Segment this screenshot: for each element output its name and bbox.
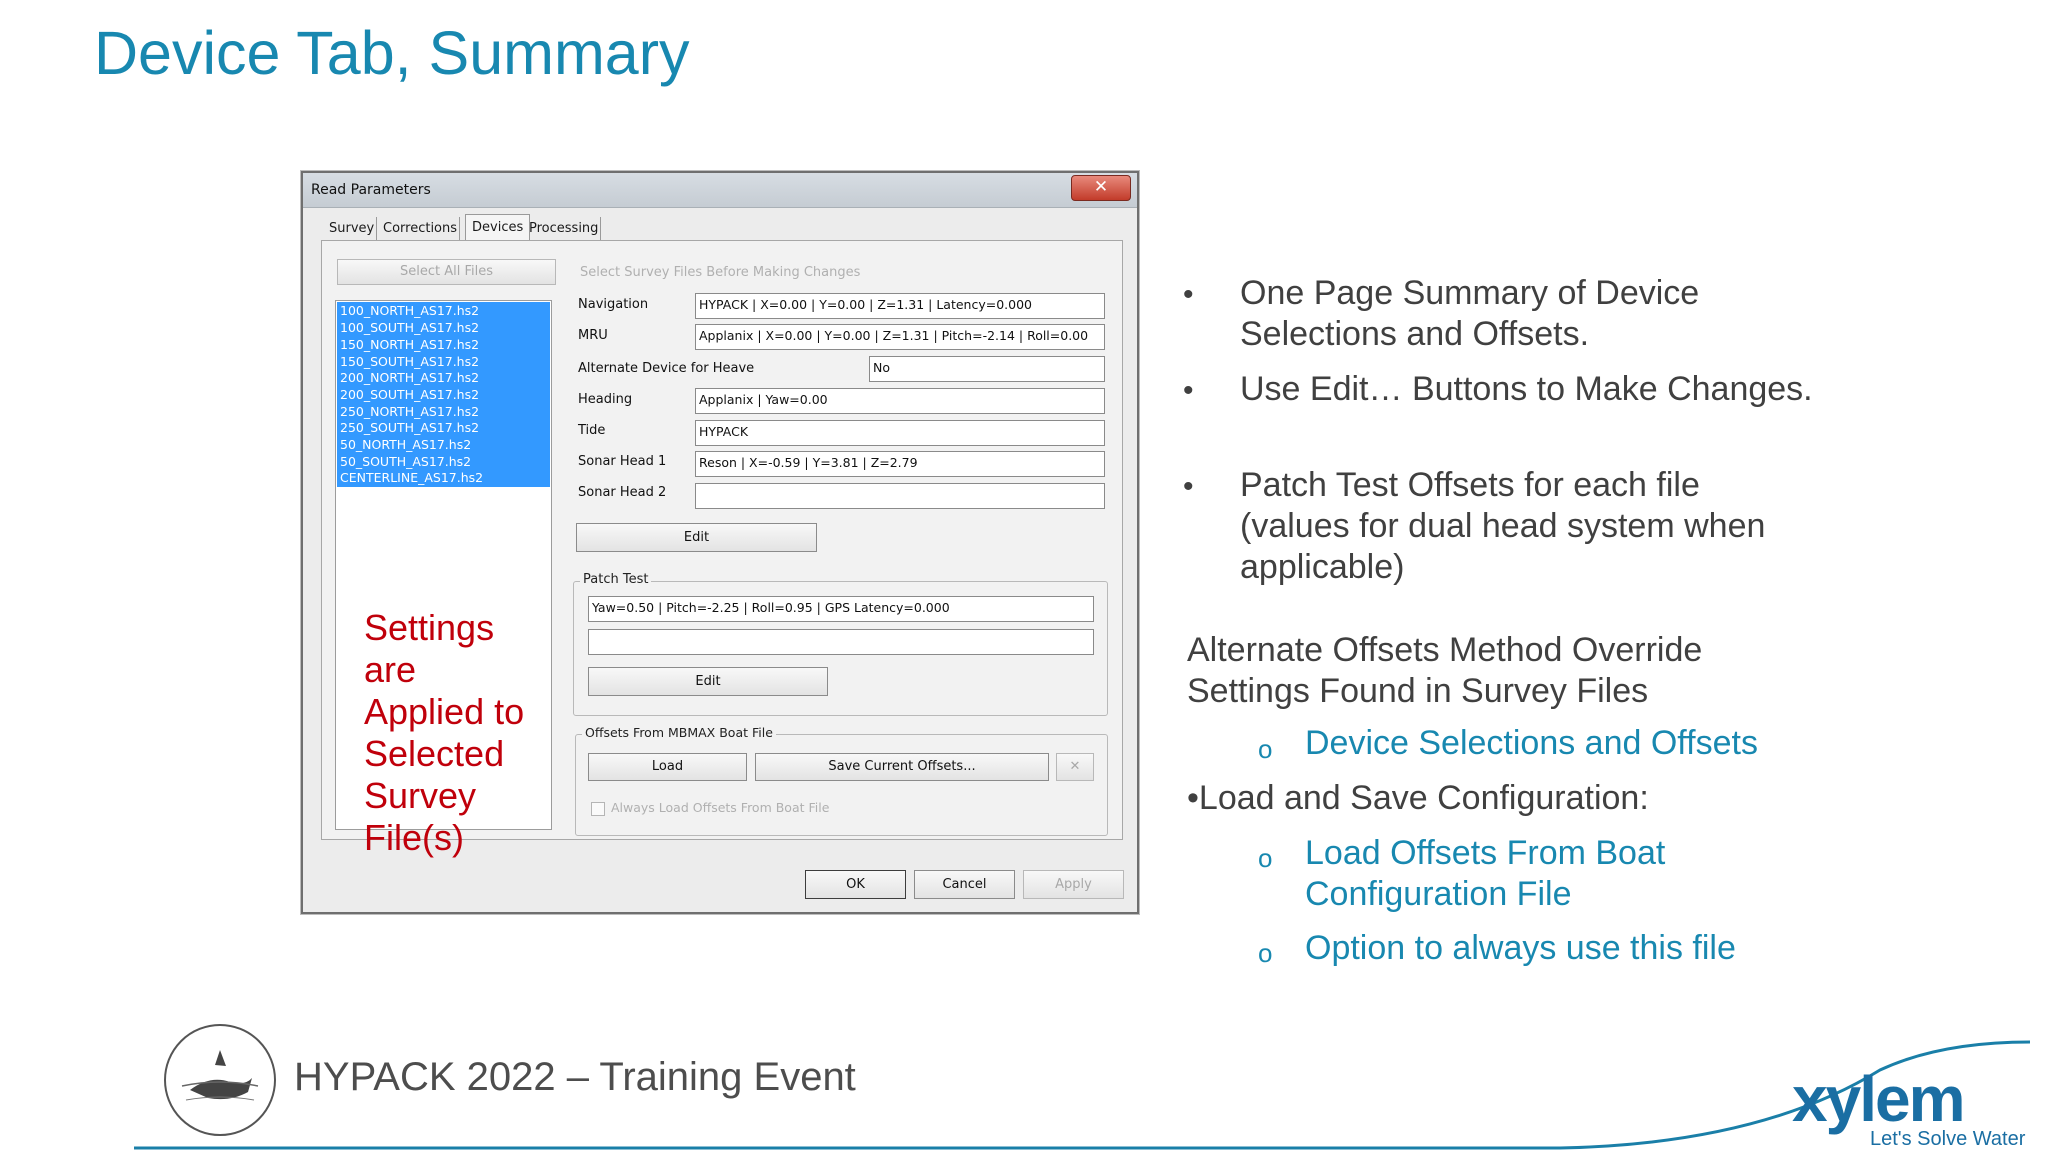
settings-note bbox=[364, 607, 524, 859]
bullet-dot: • bbox=[1183, 470, 1194, 503]
sonar-head-1-label: Sonar Head 1 bbox=[578, 454, 667, 469]
sub-bullet-circle: o bbox=[1258, 843, 1273, 873]
always-load-label: Always Load Offsets From Boat File bbox=[611, 800, 830, 815]
sub-bullet-2: Load Offsets From Boat Configuration File bbox=[1305, 834, 1666, 913]
tide-field[interactable]: HYPACK bbox=[695, 420, 1105, 446]
alt-offsets-heading: Alternate Offsets Method Override Settings Found in Survey Files bbox=[1187, 631, 1703, 710]
settings-note-line: Applied to bbox=[364, 691, 525, 732]
offsets-group bbox=[575, 725, 1108, 836]
load-save-heading: •Load and Save Configuration: bbox=[1187, 779, 1649, 817]
bullet-text-1: One Page Summary of Device Selections and Offsets. bbox=[1240, 274, 1700, 353]
load-offsets-button[interactable]: Load bbox=[588, 753, 747, 781]
sub-bullet-circle: o bbox=[1258, 734, 1273, 764]
alt-heave-field[interactable]: No bbox=[869, 356, 1105, 382]
patch-test-line-1[interactable]: Yaw=0.50 | Pitch=-2.25 | Roll=0.95 | GPS Latency=0.000 bbox=[588, 596, 1094, 622]
clear-offsets-button[interactable]: ✕ bbox=[1056, 753, 1094, 781]
footer-swoosh bbox=[0, 1030, 2048, 1152]
patch-test-edit-button[interactable]: Edit bbox=[588, 667, 828, 696]
heading-label: Heading bbox=[578, 392, 633, 407]
navigation-field[interactable]: HYPACK | X=0.00 | Y=0.00 | Z=1.31 | Latency=0.000 bbox=[695, 293, 1105, 319]
footer-event-title: HYPACK 2022 – Training Event bbox=[294, 1055, 856, 1099]
alt-heave-label: Alternate Device for Heave bbox=[578, 361, 755, 376]
dialog-title: Read Parameters bbox=[311, 182, 431, 198]
list-item[interactable]: CENTERLINE_AS17.hs2 bbox=[340, 470, 484, 485]
sonar-head-2-field[interactable] bbox=[695, 483, 1105, 509]
dialog-titlebar[interactable] bbox=[303, 173, 1137, 208]
navigation-label: Navigation bbox=[578, 297, 649, 312]
bullet-text-3: Patch Test Offsets for each file (values for dual head system when applicable) bbox=[1240, 466, 1766, 586]
list-item[interactable]: 200_NORTH_AS17.hs2 bbox=[340, 370, 480, 385]
tab-survey[interactable]: Survey bbox=[327, 217, 377, 240]
heading-field[interactable]: Applanix | Yaw=0.00 bbox=[695, 388, 1105, 414]
tab-processing[interactable]: Processing bbox=[527, 217, 601, 240]
offsets-group-label: Offsets From MBMAX Boat File bbox=[582, 725, 776, 740]
tab-devices[interactable]: Devices bbox=[465, 214, 530, 241]
mru-field[interactable]: Applanix | X=0.00 | Y=0.00 | Z=1.31 | Pitch=-2.14 | Roll=0.00 bbox=[695, 324, 1105, 350]
list-item[interactable]: 250_SOUTH_AS17.hs2 bbox=[340, 420, 480, 435]
settings-note-line: Selected bbox=[364, 733, 505, 774]
bullet-dot: • bbox=[1183, 374, 1194, 407]
tab-corrections[interactable]: Corrections bbox=[381, 217, 460, 240]
select-all-files-button[interactable]: Select All Files bbox=[337, 259, 556, 285]
tide-label: Tide bbox=[578, 423, 606, 438]
list-item[interactable]: 100_SOUTH_AS17.hs2 bbox=[340, 320, 480, 335]
list-item[interactable]: 250_NORTH_AS17.hs2 bbox=[340, 404, 480, 419]
list-item[interactable]: 150_NORTH_AS17.hs2 bbox=[340, 337, 480, 352]
slide-title: Device Tab, Summary bbox=[94, 19, 690, 87]
bullet-dot: • bbox=[1183, 278, 1194, 311]
sonar-head-2-label: Sonar Head 2 bbox=[578, 485, 667, 500]
list-item[interactable]: 150_SOUTH_AS17.hs2 bbox=[340, 354, 480, 369]
list-item[interactable]: 100_NORTH_AS17.hs2 bbox=[340, 303, 480, 318]
list-item[interactable]: 50_SOUTH_AS17.hs2 bbox=[340, 454, 472, 469]
ok-button[interactable]: OK bbox=[805, 870, 906, 899]
settings-note-line: File(s) bbox=[364, 817, 464, 858]
list-item[interactable]: 50_NORTH_AS17.hs2 bbox=[340, 437, 472, 452]
sub-bullet-1: Device Selections and Offsets bbox=[1305, 724, 1758, 762]
list-item[interactable]: 200_SOUTH_AS17.hs2 bbox=[340, 387, 480, 402]
devices-edit-button[interactable]: Edit bbox=[576, 523, 817, 552]
mru-label: MRU bbox=[578, 328, 608, 343]
xylem-slogan: Let's Solve Water bbox=[1870, 1128, 2026, 1150]
apply-button[interactable]: Apply bbox=[1023, 870, 1124, 899]
save-current-offsets-button[interactable]: Save Current Offsets... bbox=[755, 753, 1049, 781]
settings-note-line: Settings bbox=[364, 607, 495, 648]
cancel-button[interactable]: Cancel bbox=[914, 870, 1015, 899]
close-button[interactable]: ✕ bbox=[1071, 175, 1131, 201]
always-load-checkbox[interactable] bbox=[591, 802, 605, 816]
sub-bullet-circle: o bbox=[1258, 938, 1273, 968]
bullet-text-2: Use Edit… Buttons to Make Changes. bbox=[1240, 370, 1813, 408]
sonar-head-1-field[interactable]: Reson | X=-0.59 | Y=3.81 | Z=2.79 bbox=[695, 451, 1105, 477]
patch-test-label: Patch Test bbox=[580, 572, 651, 587]
patch-test-line-2[interactable] bbox=[588, 629, 1094, 655]
select-files-hint: Select Survey Files Before Making Changes bbox=[580, 265, 861, 280]
settings-note-line: Survey bbox=[364, 775, 477, 816]
xylem-logo: xylem bbox=[1792, 1063, 1964, 1135]
settings-note-line: are bbox=[364, 649, 417, 690]
sub-bullet-3: Option to always use this file bbox=[1305, 929, 1736, 967]
